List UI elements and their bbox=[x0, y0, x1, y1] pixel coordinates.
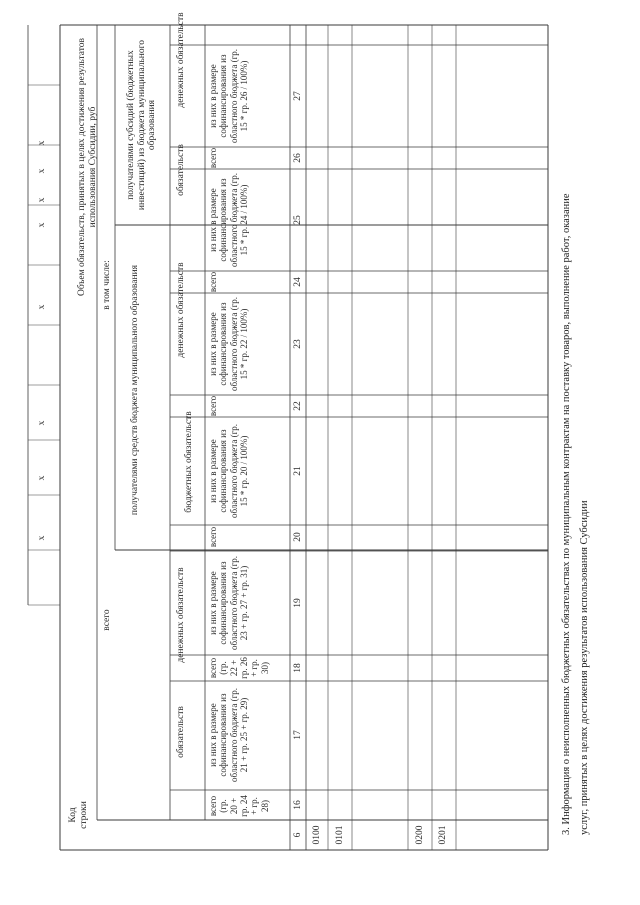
subsidy-recipients-header bbox=[117, 25, 167, 225]
subheader-20 bbox=[207, 525, 289, 549]
colnum-21-text: 21 bbox=[292, 466, 303, 476]
x-mark-text: x bbox=[36, 535, 47, 541]
x-mark-text: x bbox=[36, 475, 47, 481]
colnum-17-text: 17 bbox=[292, 730, 303, 740]
colnum-22-text: 22 bbox=[292, 401, 303, 411]
subheader-27 bbox=[207, 45, 289, 147]
colnum-23 bbox=[291, 293, 305, 395]
subheader-21-text: из них в размере софинансирования из областного бюджета (гр. 15 * гр. 20 / 100%) bbox=[208, 423, 250, 519]
subheader-25 bbox=[207, 169, 289, 271]
colnum-20-text: 20 bbox=[292, 532, 303, 542]
subheader-25-text: из них в размере софинансирования из областного бюджета (гр. 15 * гр. 24 / 100%) bbox=[208, 172, 250, 268]
x-mark-text: x bbox=[36, 197, 47, 203]
monetary-text-a: денежных обязательств bbox=[175, 567, 186, 663]
x-mark-text: x bbox=[36, 168, 47, 174]
obligations-header-16-17 bbox=[172, 677, 190, 787]
colnum-19-text: 19 bbox=[292, 598, 303, 608]
subheader-18-text: всего (гр. 22 + гр. 26 + гр. 30) bbox=[208, 657, 270, 679]
subsidy-recipients-text: получателями субсидий (бюджетных инвестиций) из бюджета муниципального образования bbox=[125, 39, 158, 211]
row-code-0100-text: 0100 bbox=[311, 825, 322, 845]
row-code-0101-text: 0101 bbox=[334, 825, 345, 845]
row-code-0201 bbox=[433, 820, 453, 850]
colnum-22 bbox=[291, 395, 305, 417]
monetary-text-b: денежных обязательств bbox=[175, 262, 186, 358]
subheader-19 bbox=[207, 551, 289, 655]
colnum-25-text: 25 bbox=[292, 215, 303, 225]
x-mark bbox=[35, 213, 49, 237]
x-mark-text: x bbox=[36, 140, 47, 146]
subheader-22-text: всего bbox=[208, 395, 218, 417]
colnum-27 bbox=[291, 45, 305, 147]
colnum-24-text: 24 bbox=[292, 277, 303, 287]
subheader-16 bbox=[207, 792, 289, 820]
x-mark-text: x bbox=[36, 222, 47, 228]
subheader-19-text: из них в размере софинансирования из областного бюджета (гр. 23 + гр. 27 + гр. 31) bbox=[208, 555, 250, 651]
colnum-6 bbox=[291, 820, 305, 850]
x-mark bbox=[35, 466, 49, 490]
obligations-volume-text: Объем обязательств, принятых в целях достижения результатов использования Субсидии, руб bbox=[77, 38, 98, 296]
subheader-22 bbox=[207, 395, 289, 417]
obligations-volume-header bbox=[77, 7, 98, 327]
subheader-21 bbox=[207, 417, 289, 525]
colnum-19 bbox=[291, 551, 305, 655]
colnum-21 bbox=[291, 417, 305, 525]
row-code-0200-text: 0200 bbox=[414, 825, 425, 845]
colnum-26-text: 26 bbox=[292, 153, 303, 163]
footnote-line-2-text: услуг, принятых в целях достижения результатов использования Субсидии bbox=[579, 500, 590, 835]
subheader-27-text: из них в размере софинансирования из областного бюджета (гр. 15 * гр. 26 / 100%) bbox=[208, 48, 250, 144]
row-code-0201-text: 0201 bbox=[437, 825, 448, 845]
subheader-18 bbox=[207, 655, 289, 681]
subheader-24 bbox=[207, 271, 289, 293]
colnum-25 bbox=[291, 169, 305, 271]
footnote-line-1 bbox=[560, 194, 573, 836]
footnote-line-1-text: 3. Информация о неисполненных бюджетных обязательствах по муниципальным контрактам на поставку товаров, выполнение работ, оказание bbox=[561, 193, 572, 835]
x-mark-text: x bbox=[36, 420, 47, 426]
x-mark bbox=[35, 131, 49, 155]
subheader-16-text: всего (гр. 20 + гр. 24 + гр. 28) bbox=[208, 795, 270, 817]
colnum-23-text: 23 bbox=[292, 339, 303, 349]
total-header bbox=[100, 505, 114, 735]
subheader-17 bbox=[207, 681, 289, 789]
subheader-23-text: из них в размере софинансирования из областного бюджета (гр. 15 * гр. 22 / 100%) bbox=[208, 296, 250, 392]
colnum-18-text: 18 bbox=[292, 663, 303, 673]
row-code-0100 bbox=[307, 820, 327, 850]
x-mark bbox=[35, 159, 49, 183]
colnum-16-text: 16 bbox=[292, 800, 303, 810]
subheader-24-text: всего bbox=[208, 271, 218, 293]
subheader-20-text: всего bbox=[208, 526, 218, 548]
including-header bbox=[100, 225, 114, 345]
colnum-6-text: 6 bbox=[292, 832, 303, 838]
total-text: всего bbox=[101, 609, 112, 631]
subheader-26-text: всего bbox=[208, 147, 218, 169]
colnum-26 bbox=[291, 147, 305, 169]
x-mark bbox=[35, 526, 49, 550]
subheader-26 bbox=[207, 147, 289, 169]
monetary-text-c: денежных обязательств bbox=[175, 12, 186, 108]
code-header bbox=[63, 795, 95, 835]
colnum-27-text: 27 bbox=[292, 91, 303, 101]
x-mark bbox=[35, 188, 49, 212]
budget-header-20-21 bbox=[175, 397, 203, 527]
row-code-0101 bbox=[330, 820, 350, 850]
subheader-23 bbox=[207, 293, 289, 395]
colnum-24 bbox=[291, 271, 305, 293]
obligations-header-24-25 bbox=[172, 115, 190, 225]
x-mark bbox=[35, 411, 49, 435]
footnote-line-2 bbox=[578, 500, 591, 835]
colnum-20 bbox=[291, 525, 305, 549]
monetary-header-22-23 bbox=[172, 225, 190, 395]
x-mark-text: x bbox=[36, 304, 47, 310]
including-text: в том числе: bbox=[101, 260, 112, 310]
subheader-17-text: из них в размере софинансирования из областного бюджета (гр. 21 + гр. 25 + гр. 29) bbox=[208, 687, 250, 783]
obligations-text-a: обязательств bbox=[175, 706, 186, 758]
municipal-recipients-header bbox=[117, 225, 153, 555]
obligations-text-b: обязательств bbox=[175, 144, 186, 196]
monetary-header-18-19 bbox=[172, 555, 190, 675]
colnum-18 bbox=[291, 655, 305, 681]
code-header-text: Код строки bbox=[68, 801, 89, 829]
colnum-17 bbox=[291, 680, 305, 790]
monetary-header-26-27 bbox=[172, 5, 190, 115]
x-mark bbox=[35, 295, 49, 319]
municipal-recipients-text: получателями средств бюджета муниципального образования bbox=[129, 264, 140, 516]
row-code-0200 bbox=[410, 820, 430, 850]
budget-text: бюджетных обязательств bbox=[183, 411, 194, 513]
colnum-16 bbox=[291, 790, 305, 820]
